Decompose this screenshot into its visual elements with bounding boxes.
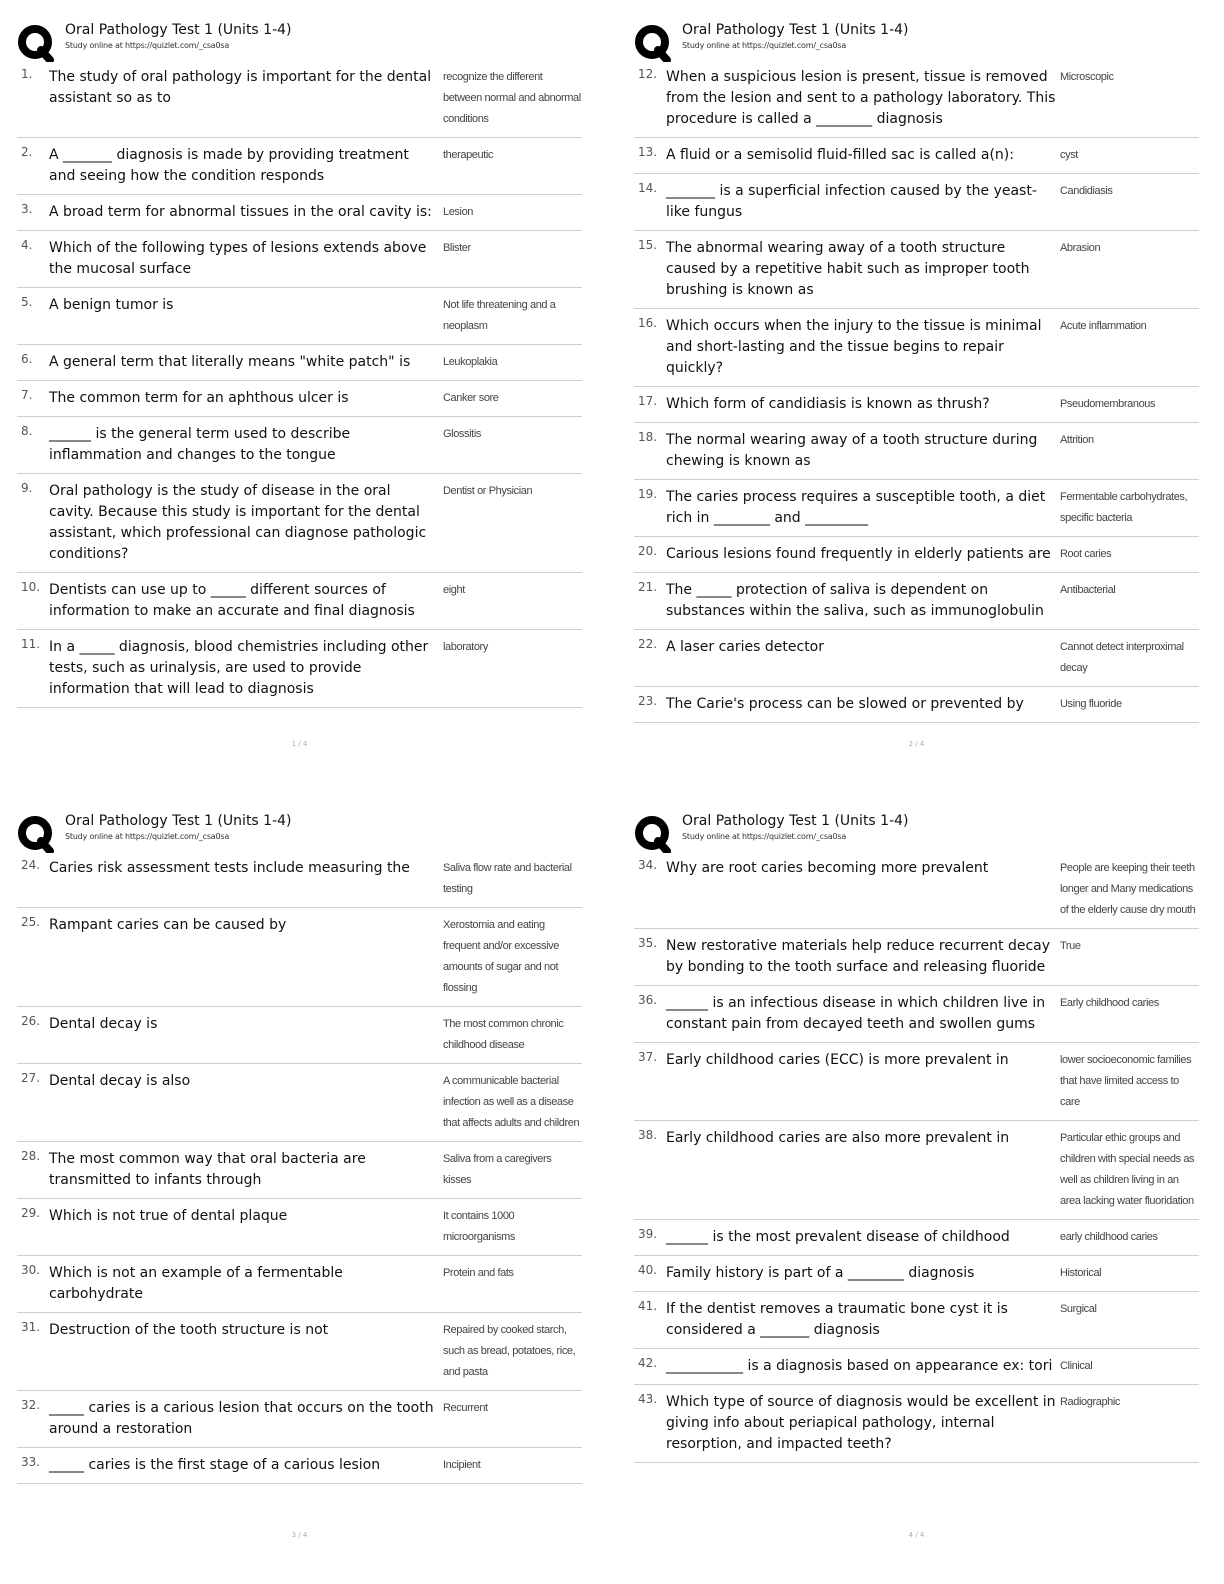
item-number: 41. bbox=[638, 1299, 658, 1313]
flashcard-row bbox=[634, 573, 1199, 630]
page-header bbox=[17, 813, 582, 851]
item-term: A _______ diagnosis is made by providing treatment and seeing how the condition responds bbox=[49, 147, 409, 184]
flashcard-row bbox=[17, 288, 582, 345]
flashcard-row bbox=[634, 480, 1199, 537]
item-number: 7. bbox=[21, 388, 33, 402]
item-definition: early childhood caries bbox=[1060, 1231, 1158, 1243]
item-term: Early childhood caries are also more prevalent in bbox=[666, 1130, 1010, 1146]
flashcard-row bbox=[17, 60, 582, 138]
flashcard-list bbox=[17, 60, 582, 708]
quizlet-logo-icon bbox=[634, 24, 672, 62]
study-link[interactable]: Study online at https://quizlet.com/_csa0sa bbox=[65, 832, 230, 841]
item-term: Rampant caries can be caused by bbox=[49, 917, 287, 933]
flashcard-row bbox=[17, 381, 582, 417]
flashcard-row bbox=[17, 138, 582, 195]
item-definition: Radiographic bbox=[1060, 1396, 1121, 1408]
item-definition: Historical bbox=[1060, 1267, 1102, 1279]
item-number: 24. bbox=[21, 858, 41, 872]
item-definition: Antibacterial bbox=[1060, 584, 1116, 596]
item-definition: Cannot detect interproximal decay bbox=[1060, 641, 1184, 674]
item-number: 35. bbox=[638, 936, 658, 950]
item-number: 32. bbox=[21, 1398, 41, 1412]
page-title: Oral Pathology Test 1 (Units 1-4) bbox=[65, 22, 292, 38]
item-number: 8. bbox=[21, 424, 33, 438]
item-number: 13. bbox=[638, 145, 658, 159]
item-number: 14. bbox=[638, 181, 658, 195]
item-term: Caries risk assessment tests include measuring the bbox=[49, 860, 410, 876]
study-link[interactable]: Study online at https://quizlet.com/_csa0sa bbox=[682, 41, 847, 50]
item-term: ___________ is a diagnosis based on appearance ex: tori bbox=[666, 1358, 1053, 1374]
item-definition: Glossitis bbox=[443, 428, 481, 440]
quizlet-logo-icon bbox=[17, 815, 55, 853]
flashcard-row bbox=[634, 630, 1199, 687]
item-definition: therapeutic bbox=[443, 149, 494, 161]
flashcard-row bbox=[17, 573, 582, 630]
item-number: 23. bbox=[638, 694, 658, 708]
flashcard-row bbox=[17, 417, 582, 474]
flashcard-row bbox=[634, 387, 1199, 423]
item-definition: recognize the different between normal and abnormal conditions bbox=[443, 71, 581, 125]
item-definition: Fermentable carbohydrates, specific bacteria bbox=[1060, 491, 1188, 524]
flashcard-row bbox=[634, 537, 1199, 573]
flashcard-row bbox=[17, 908, 582, 1007]
flashcard-list bbox=[634, 60, 1199, 723]
item-number: 27. bbox=[21, 1071, 41, 1085]
item-number: 26. bbox=[21, 1014, 41, 1028]
item-term: The _____ protection of saliva is dependent on substances within the saliva, such as immunoglobulin bbox=[666, 582, 1044, 619]
page-number: 2 / 4 bbox=[908, 740, 925, 748]
flashcard-list bbox=[634, 851, 1199, 1463]
flashcard-row bbox=[17, 1142, 582, 1199]
page-number: 3 / 4 bbox=[291, 1531, 308, 1539]
item-definition: Attrition bbox=[1060, 434, 1094, 446]
item-number: 34. bbox=[638, 858, 658, 872]
item-number: 1. bbox=[21, 67, 33, 81]
item-definition: Xerostomia and eating frequent and/or excessive amounts of sugar and not flossing bbox=[443, 919, 559, 994]
item-definition: Surgical bbox=[1060, 1303, 1097, 1315]
flashcard-row bbox=[634, 138, 1199, 174]
flashcard-row bbox=[634, 60, 1199, 138]
item-term: The Carie's process can be slowed or prevented by bbox=[666, 696, 1024, 712]
item-term: Which form of candidiasis is known as thrush? bbox=[666, 396, 990, 412]
item-number: 11. bbox=[21, 637, 41, 651]
item-definition: Microscopic bbox=[1060, 71, 1114, 83]
study-link[interactable]: Study online at https://quizlet.com/_csa0sa bbox=[682, 832, 847, 841]
item-term: Dentists can use up to _____ different sources of information to make an accurate and final diagnosis bbox=[49, 582, 415, 619]
item-number: 18. bbox=[638, 430, 658, 444]
flashcard-row bbox=[634, 231, 1199, 309]
item-number: 30. bbox=[21, 1263, 41, 1277]
item-term: A broad term for abnormal tissues in the oral cavity is: bbox=[49, 204, 432, 220]
flashcard-row bbox=[634, 687, 1199, 723]
item-definition: Dentist or Physician bbox=[443, 485, 533, 497]
flashcard-row bbox=[634, 986, 1199, 1043]
item-definition: A communicable bacterial infection as well as a disease that affects adults and children bbox=[443, 1075, 580, 1129]
item-definition: Repaired by cooked starch, such as bread, potatoes, rice, and pasta bbox=[443, 1324, 576, 1378]
item-number: 12. bbox=[638, 67, 658, 81]
item-definition: Blister bbox=[443, 242, 471, 254]
item-number: 15. bbox=[638, 238, 658, 252]
item-term: Which is not an example of a fermentable carbohydrate bbox=[49, 1265, 343, 1302]
item-term: Which of the following types of lesions extends above the mucosal surface bbox=[49, 240, 427, 277]
flashcard-row bbox=[17, 345, 582, 381]
item-number: 25. bbox=[21, 915, 41, 929]
item-term: _____ caries is a carious lesion that occurs on the tooth around a restoration bbox=[49, 1400, 434, 1437]
item-number: 36. bbox=[638, 993, 658, 1007]
item-term: The caries process requires a susceptible tooth, a diet rich in ________ and _________ bbox=[666, 489, 1046, 526]
page-title: Oral Pathology Test 1 (Units 1-4) bbox=[682, 813, 909, 829]
flashcard-row bbox=[634, 423, 1199, 480]
item-number: 17. bbox=[638, 394, 658, 408]
item-number: 39. bbox=[638, 1227, 658, 1241]
item-term: ______ is the most prevalent disease of childhood bbox=[666, 1229, 1010, 1245]
flashcard-row bbox=[634, 851, 1199, 929]
quizlet-logo-icon bbox=[17, 24, 55, 62]
item-term: Family history is part of a ________ diagnosis bbox=[666, 1265, 975, 1281]
flashcard-row bbox=[17, 231, 582, 288]
item-number: 16. bbox=[638, 316, 658, 330]
item-term: A benign tumor is bbox=[49, 297, 174, 313]
flashcard-row bbox=[17, 1448, 582, 1484]
item-term: A fluid or a semisolid fluid-filled sac is called a(n): bbox=[666, 147, 1014, 163]
item-definition: Not life threatening and a neoplasm bbox=[443, 299, 556, 332]
flashcard-row bbox=[17, 1064, 582, 1142]
item-definition: Canker sore bbox=[443, 392, 499, 404]
flashcard-list bbox=[17, 851, 582, 1484]
item-term: The normal wearing away of a tooth structure during chewing is known as bbox=[666, 432, 1038, 469]
item-number: 5. bbox=[21, 295, 33, 309]
page-header bbox=[17, 22, 582, 60]
item-term: The study of oral pathology is important for the dental assistant so as to bbox=[49, 69, 432, 106]
flashcard-row bbox=[634, 174, 1199, 231]
item-number: 33. bbox=[21, 1455, 41, 1469]
page-title: Oral Pathology Test 1 (Units 1-4) bbox=[65, 813, 292, 829]
item-number: 38. bbox=[638, 1128, 658, 1142]
item-term: The common term for an aphthous ulcer is bbox=[49, 390, 349, 406]
item-term: Dental decay is bbox=[49, 1016, 158, 1032]
item-definition: lower socioeconomic families that have limited access to care bbox=[1060, 1054, 1192, 1108]
page-3 bbox=[17, 813, 582, 1583]
study-link[interactable]: Study online at https://quizlet.com/_csa0sa bbox=[65, 41, 230, 50]
item-term: ______ is an infectious disease in which children live in constant pain from decayed teeth and swollen gums bbox=[666, 995, 1046, 1032]
flashcard-row bbox=[634, 1385, 1199, 1463]
item-number: 42. bbox=[638, 1356, 658, 1370]
item-term: In a _____ diagnosis, blood chemistries including other tests, such as urinalysis, are used to provide information that will lead to diagnosis bbox=[49, 639, 429, 697]
quizlet-logo-icon bbox=[634, 815, 672, 853]
item-number: 20. bbox=[638, 544, 658, 558]
item-definition: Saliva flow rate and bacterial testing bbox=[443, 862, 572, 895]
item-term: The most common way that oral bacteria are transmitted to infants through bbox=[49, 1151, 366, 1188]
item-number: 31. bbox=[21, 1320, 41, 1334]
item-term: Oral pathology is the study of disease in the oral cavity. Because this study is important for the dental assistant, which professional can diagnose pathologic conditions? bbox=[49, 483, 427, 562]
item-definition: The most common chronic childhood disease bbox=[443, 1018, 564, 1051]
flashcard-row bbox=[17, 1391, 582, 1448]
item-definition: Protein and fats bbox=[443, 1267, 514, 1279]
item-definition: Incipient bbox=[443, 1459, 481, 1471]
item-term: A general term that literally means "white patch" is bbox=[49, 354, 411, 370]
item-number: 10. bbox=[21, 580, 41, 594]
flashcard-row bbox=[17, 1256, 582, 1313]
item-number: 19. bbox=[638, 487, 658, 501]
item-term: Which occurs when the injury to the tissue is minimal and short-lasting and the tissue begins to repair quickly? bbox=[666, 318, 1042, 376]
flashcard-row bbox=[17, 630, 582, 708]
item-definition: Early childhood caries bbox=[1060, 997, 1159, 1009]
flashcard-row bbox=[17, 195, 582, 231]
flashcard-row bbox=[634, 309, 1199, 387]
flashcard-row bbox=[17, 1007, 582, 1064]
item-definition: eight bbox=[443, 584, 465, 596]
page-2 bbox=[634, 22, 1199, 792]
item-term: Why are root caries becoming more prevalent bbox=[666, 860, 989, 876]
item-definition: Root caries bbox=[1060, 548, 1112, 560]
item-term: Carious lesions found frequently in elderly patients are bbox=[666, 546, 1051, 562]
item-term: Early childhood caries (ECC) is more prevalent in bbox=[666, 1052, 1009, 1068]
flashcard-row bbox=[634, 1349, 1199, 1385]
item-definition: Lesion bbox=[443, 206, 474, 218]
item-definition: Pseudomembranous bbox=[1060, 398, 1156, 410]
item-term: The abnormal wearing away of a tooth structure caused by a repetitive habit such as improper tooth brushing is known as bbox=[666, 240, 1030, 298]
page-4 bbox=[634, 813, 1199, 1583]
item-number: 6. bbox=[21, 352, 33, 366]
flashcard-row bbox=[634, 929, 1199, 986]
item-term: ______ is the general term used to describe inflammation and changes to the tongue bbox=[49, 426, 351, 463]
flashcard-row bbox=[17, 1199, 582, 1256]
item-definition: Particular ethic groups and children with special needs as well as children living in an area lacking water fluoridation bbox=[1060, 1132, 1195, 1207]
page-header bbox=[634, 22, 1199, 60]
page-header bbox=[634, 813, 1199, 851]
page-number: 1 / 4 bbox=[291, 740, 308, 748]
item-term: Which is not true of dental plaque bbox=[49, 1208, 288, 1224]
item-term: When a suspicious lesion is present, tissue is removed from the lesion and sent to a pathology laboratory. This procedure is called a ________ diagnosis bbox=[666, 69, 1056, 127]
item-number: 28. bbox=[21, 1149, 41, 1163]
item-definition: Candidiasis bbox=[1060, 185, 1113, 197]
item-number: 22. bbox=[638, 637, 658, 651]
item-term: Destruction of the tooth structure is not bbox=[49, 1322, 329, 1338]
item-definition: Clinical bbox=[1060, 1360, 1093, 1372]
flashcard-row bbox=[17, 474, 582, 573]
item-number: 9. bbox=[21, 481, 33, 495]
item-term: If the dentist removes a traumatic bone cyst it is considered a _______ diagnosis bbox=[666, 1301, 1008, 1338]
flashcard-row bbox=[634, 1292, 1199, 1349]
item-number: 37. bbox=[638, 1050, 658, 1064]
item-definition: It contains 1000 microorganisms bbox=[443, 1210, 516, 1243]
item-term: New restorative materials help reduce recurrent decay by bonding to the tooth surface and releasing fluoride bbox=[666, 938, 1051, 975]
item-definition: cyst bbox=[1060, 149, 1078, 161]
item-definition: Using fluoride bbox=[1060, 698, 1122, 710]
item-number: 29. bbox=[21, 1206, 41, 1220]
item-number: 21. bbox=[638, 580, 658, 594]
item-number: 43. bbox=[638, 1392, 658, 1406]
page-number: 4 / 4 bbox=[908, 1531, 925, 1539]
item-definition: Abrasion bbox=[1060, 242, 1101, 254]
item-number: 2. bbox=[21, 145, 33, 159]
flashcard-row bbox=[634, 1256, 1199, 1292]
item-definition: Saliva from a caregivers kisses bbox=[443, 1153, 552, 1186]
item-term: _____ caries is the first stage of a carious lesion bbox=[49, 1457, 381, 1473]
page-1 bbox=[17, 22, 582, 792]
flashcard-row bbox=[17, 851, 582, 908]
item-definition: laboratory bbox=[443, 641, 488, 653]
item-number: 40. bbox=[638, 1263, 658, 1277]
flashcard-row bbox=[634, 1043, 1199, 1121]
item-definition: True bbox=[1060, 940, 1081, 952]
item-number: 3. bbox=[21, 202, 33, 216]
item-definition: Acute inflammation bbox=[1060, 320, 1147, 332]
item-term: Which type of source of diagnosis would be excellent in giving info about periapical pathology, internal resorption, and impacted teeth? bbox=[666, 1394, 1056, 1452]
item-term: Dental decay is also bbox=[49, 1073, 191, 1089]
item-definition: Leukoplakia bbox=[443, 356, 498, 368]
page-title: Oral Pathology Test 1 (Units 1-4) bbox=[682, 22, 909, 38]
item-term: _______ is a superficial infection caused by the yeast-like fungus bbox=[666, 183, 1037, 220]
item-term: A laser caries detector bbox=[666, 639, 824, 655]
item-definition: Recurrent bbox=[443, 1402, 488, 1414]
flashcard-row bbox=[634, 1220, 1199, 1256]
item-number: 4. bbox=[21, 238, 33, 252]
flashcard-row bbox=[634, 1121, 1199, 1220]
flashcard-row bbox=[17, 1313, 582, 1391]
item-definition: People are keeping their teeth longer and Many medications of the elderly cause dry mouth bbox=[1060, 862, 1196, 916]
